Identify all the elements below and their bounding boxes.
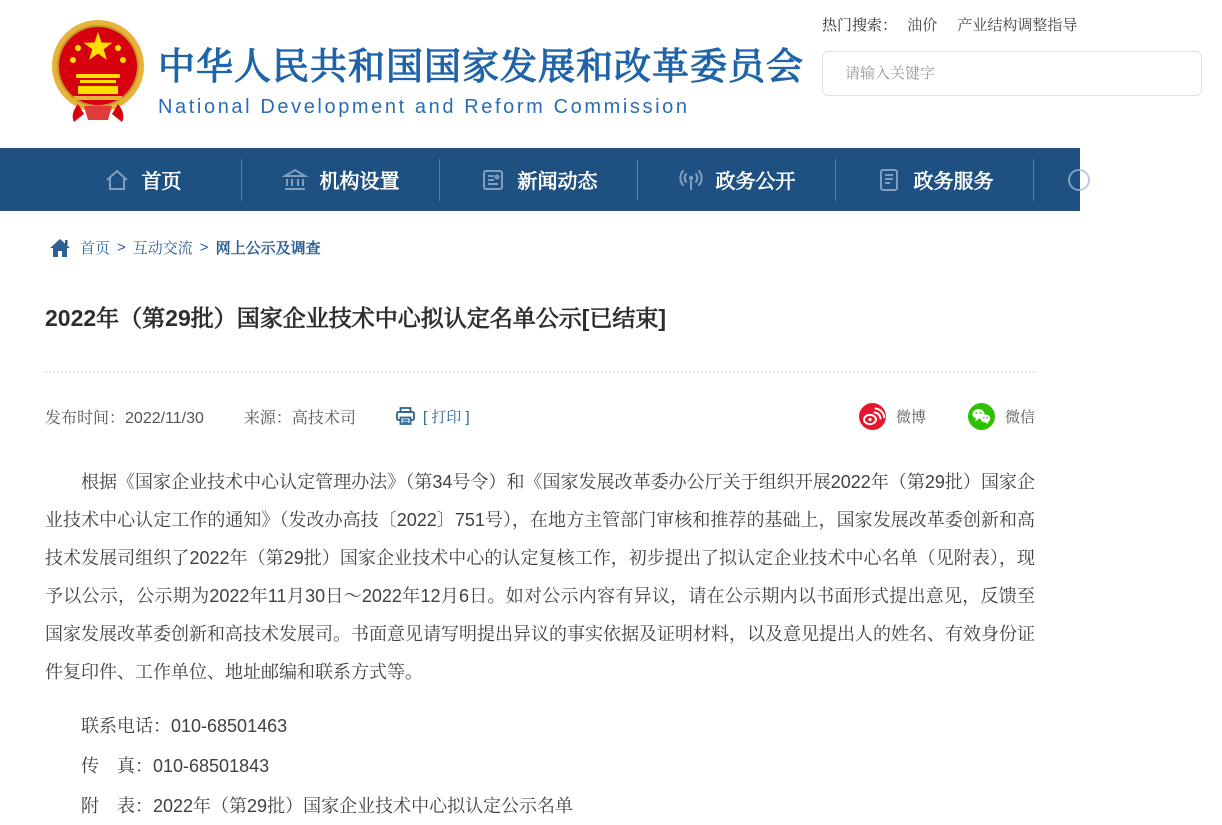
- document-icon: [876, 167, 902, 193]
- source-value: 高技术司: [291, 409, 356, 427]
- nav-item-partial[interactable]: [1034, 148, 1080, 211]
- nav-item-label: 机构设置: [319, 171, 400, 193]
- site-header: [0, 0, 1080, 148]
- wechat-icon: [968, 403, 995, 430]
- hot-search: [822, 14, 1222, 35]
- publish-time: [45, 405, 204, 428]
- site-title-zh: 中华人民共和国国家发展和改革委员会: [158, 46, 804, 87]
- circle-icon: [1066, 167, 1092, 193]
- source-label: 来源：: [243, 409, 292, 427]
- share-weibo-label: 微博: [895, 408, 926, 426]
- hot-search-term-industry-catalog[interactable]: 产业结构调整指导: [957, 17, 1078, 34]
- weibo-icon: [859, 403, 886, 430]
- printer-icon: [396, 407, 415, 425]
- share-wechat[interactable]: [968, 403, 1035, 430]
- news-icon: [480, 167, 506, 193]
- article-body: [45, 463, 1035, 825]
- contact-phone: 联系电话：010-68501463: [81, 716, 288, 736]
- share-weibo[interactable]: [859, 403, 926, 430]
- broadcast-icon: [678, 167, 704, 193]
- breadcrumb-interaction[interactable]: 互动交流: [132, 240, 193, 257]
- hot-search-term-oil-price[interactable]: 油价: [907, 17, 938, 34]
- nav-item-label: 首页: [141, 171, 182, 193]
- main-nav: [0, 148, 1080, 211]
- article-content: [0, 300, 1080, 825]
- attachment-line: 附 表：2022年（第29批）国家企业技术中心拟认定公示名单: [81, 796, 574, 816]
- breadcrumb-separator: >: [199, 239, 209, 256]
- title-separator: [45, 371, 1035, 373]
- article-source: [244, 405, 356, 428]
- nav-item-gov-affairs[interactable]: [638, 148, 835, 211]
- home-icon: [104, 167, 130, 193]
- search-input[interactable]: [845, 65, 1145, 82]
- page-title: 2022年（第29批）国家企业技术中心拟认定名单公示[已结束]: [45, 305, 667, 331]
- home-icon: [50, 239, 70, 257]
- breadcrumb-current[interactable]: 网上公示及调查: [215, 240, 321, 257]
- national-emblem-logo: [48, 16, 148, 124]
- breadcrumb-home[interactable]: 首页: [80, 240, 111, 257]
- article-paragraph: 根据《国家企业技术中心认定管理办法》（第34号令）和《国家发展改革委办公厅关于组织开展2022年（第29批）国家企业技术中心认定工作的通知》（发改办高技〔2022〕751号），在地方主管部门审核和推荐的基础上，国家发展改革委创新和高技术发展司组织了2022年（第29批）国家企业技术中心的认定复核工作，初步提出了拟认定企业技术中心名单（见附表），现予以公示，公示期为2022年11月30日～2022年12月6日。如对公示内容有异议，请在公示期内以书面形式提出意见，反馈至国家发展改革委创新和高技术发展司。书面意见请写明提出异议的事实依据及证明材料，以及意见提出人的姓名、有效身份证件复印件、工作单位、地址邮编和联系方式等。: [45, 472, 1035, 682]
- nav-item-organization[interactable]: [242, 148, 439, 211]
- nav-item-label: 新闻动态: [517, 171, 598, 193]
- institution-icon: [282, 167, 308, 193]
- publish-time-label: 发布时间：: [45, 409, 126, 427]
- article-meta: [45, 401, 1035, 431]
- site-title-en: National Development and Reform Commission: [158, 96, 690, 118]
- breadcrumb: [0, 211, 1080, 272]
- hot-search-label: 热门搜索：: [822, 17, 898, 34]
- nav-item-label: 政务公开: [715, 171, 796, 193]
- nav-item-gov-services[interactable]: [836, 148, 1033, 211]
- share-wechat-label: 微信: [1004, 408, 1035, 426]
- nav-item-home[interactable]: [44, 148, 241, 211]
- nav-item-label: 政务服务: [913, 171, 994, 193]
- publish-time-value: 2022/11/30: [125, 409, 204, 427]
- breadcrumb-separator: >: [117, 239, 126, 256]
- print-label: [ 打印 ]: [422, 408, 470, 426]
- search-box: [822, 51, 1202, 96]
- site-title-block: [158, 36, 804, 119]
- fax-number: 传 真：010-68501843: [81, 756, 270, 776]
- nav-item-news[interactable]: [440, 148, 637, 211]
- share-bar: [817, 401, 1035, 431]
- header-search-area: [822, 14, 1222, 96]
- print-button[interactable]: [396, 406, 470, 427]
